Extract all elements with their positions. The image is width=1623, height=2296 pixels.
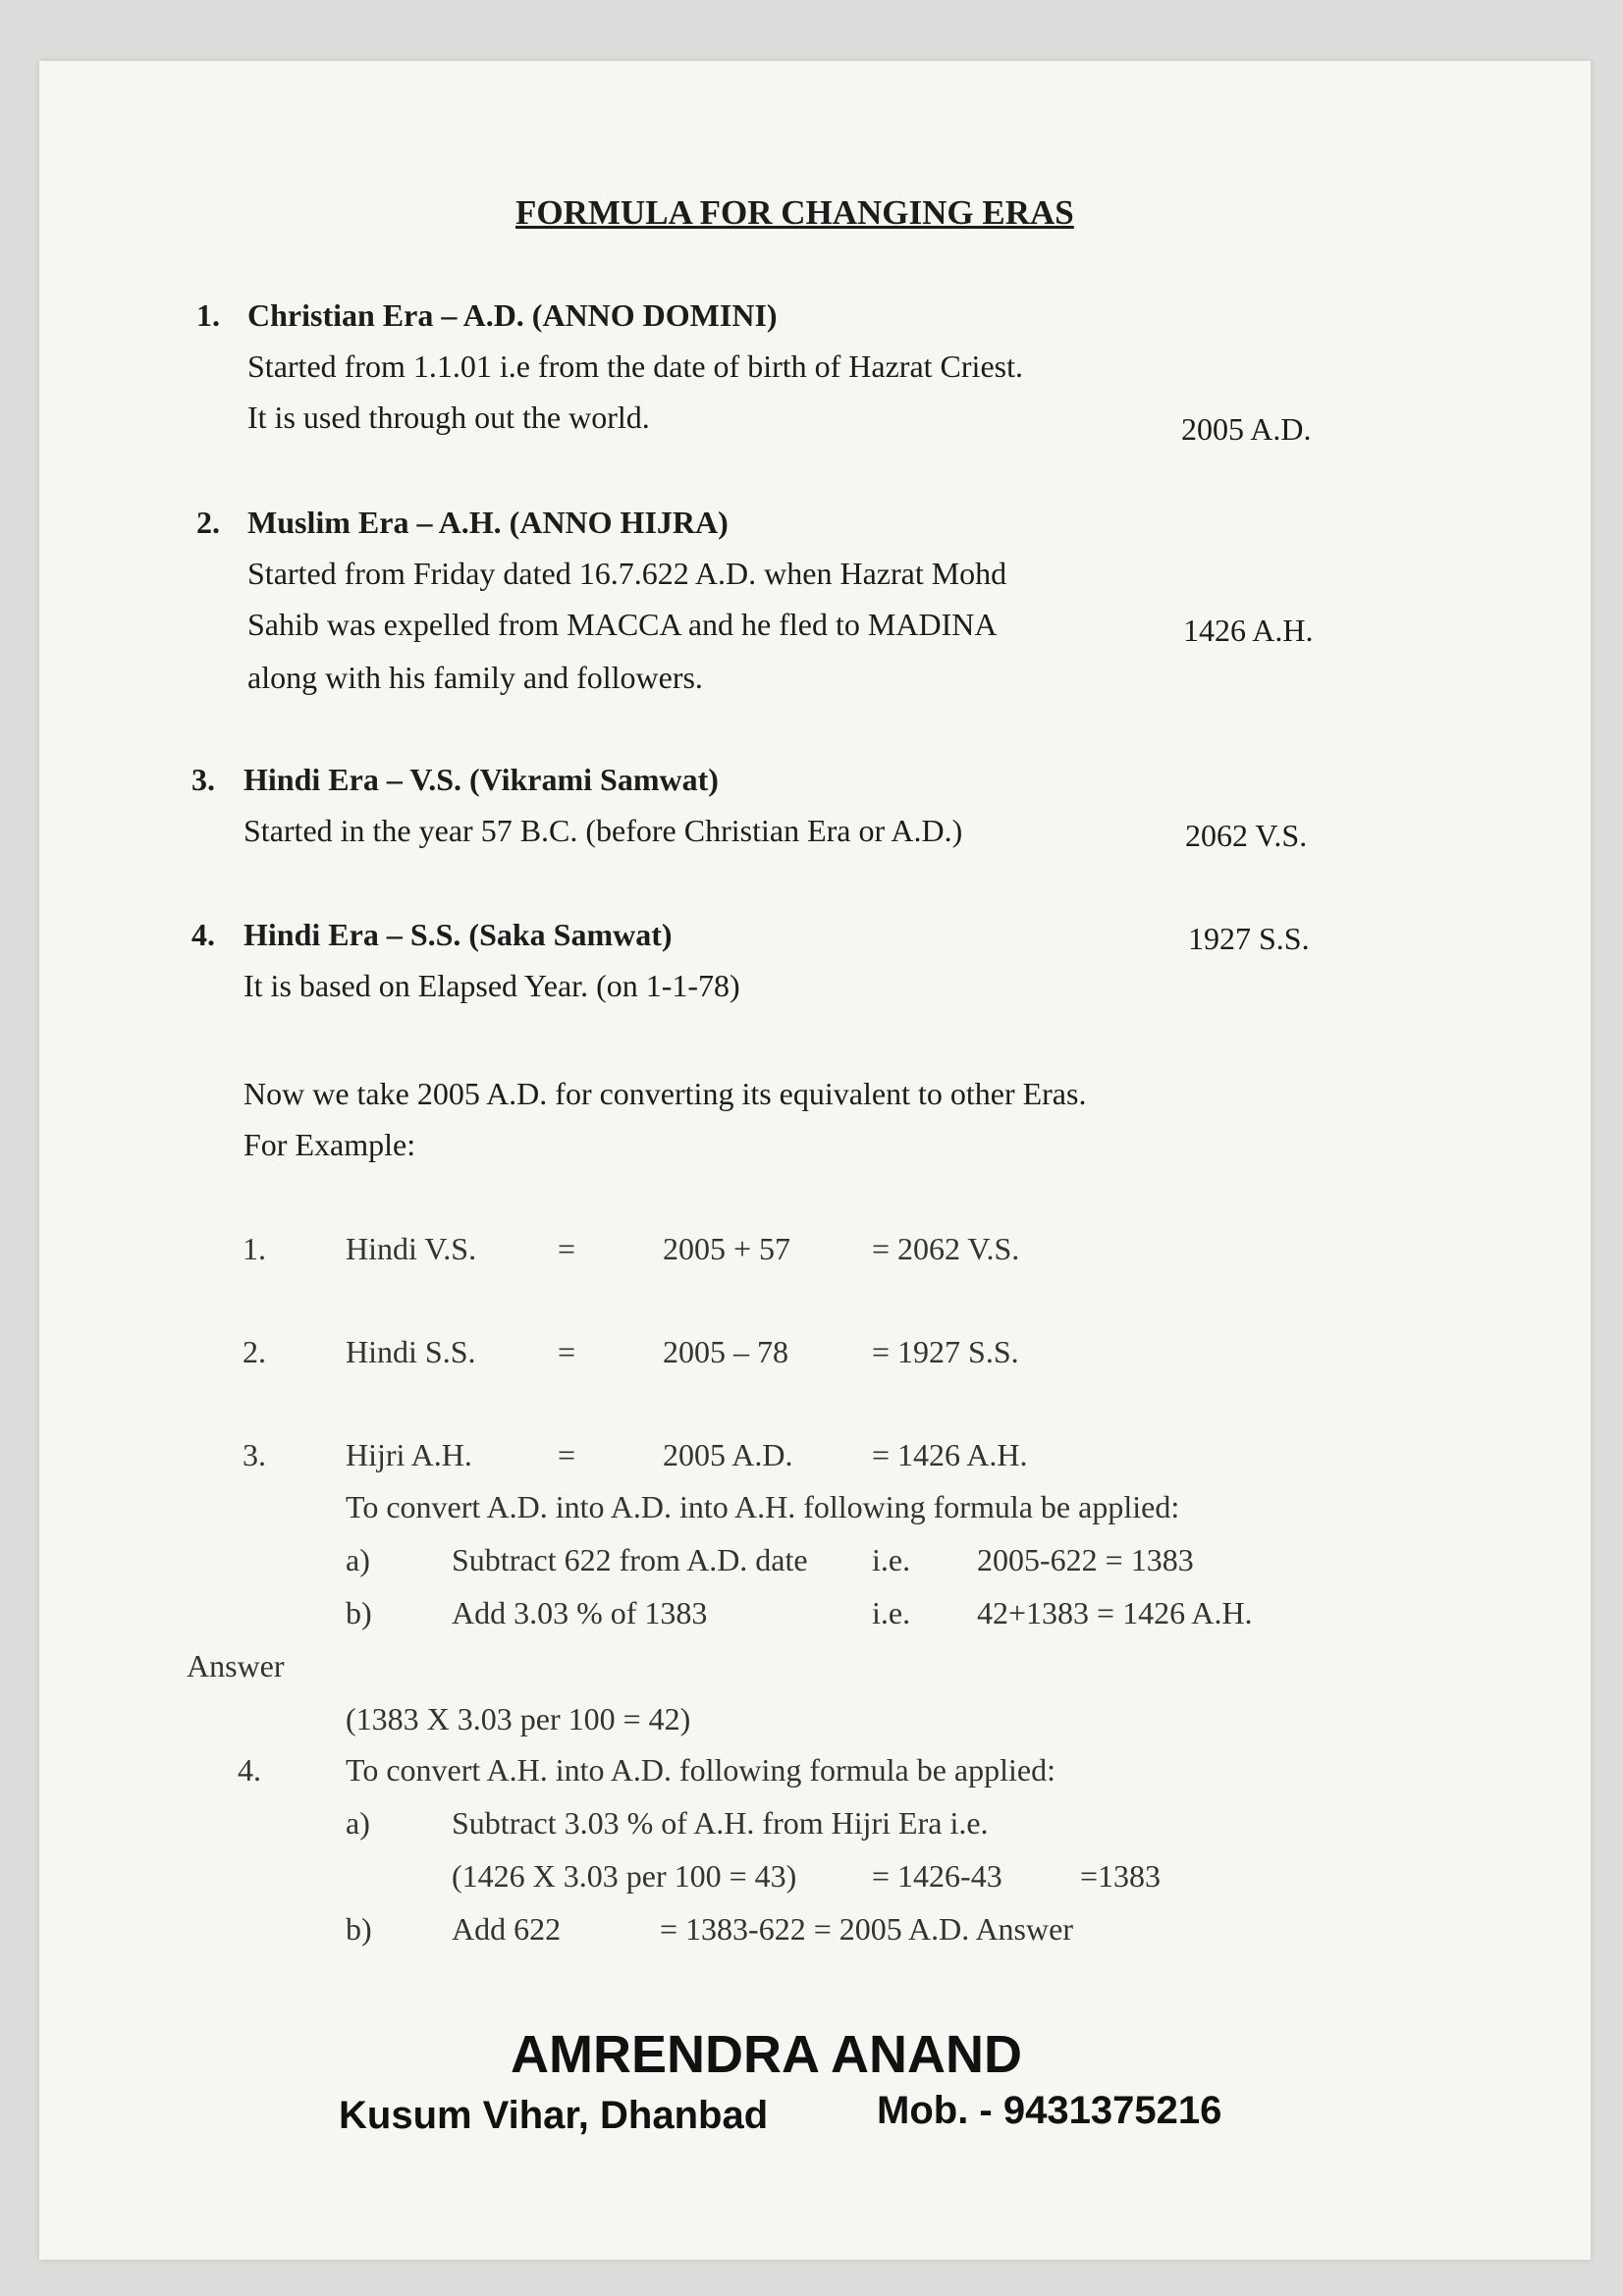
- example-2-equals: =: [558, 1334, 576, 1369]
- era-1-heading: Christian Era – A.D. (ANNO DOMINI): [247, 297, 778, 333]
- answer-label: Answer: [187, 1648, 285, 1683]
- example-2-calc: 2005 – 78: [663, 1334, 788, 1369]
- era-3-number: 3.: [191, 762, 215, 797]
- example-3-result: = 1426 A.H.: [872, 1437, 1028, 1472]
- ah-step-a-text: Subtract 622 from A.D. date: [452, 1542, 808, 1577]
- ah-step-a-label: a): [346, 1542, 370, 1577]
- era-1-value: 2005 A.D.: [1181, 411, 1312, 447]
- example-2-name: Hindi S.S.: [346, 1334, 476, 1369]
- intro-line-2: For Example:: [243, 1127, 416, 1162]
- era-2-line-3: along with his family and followers.: [247, 660, 703, 695]
- ah-step-b-label: b): [346, 1595, 372, 1630]
- example-3-name: Hijri A.H.: [346, 1437, 472, 1472]
- era-3-heading: Hindi Era – V.S. (Vikrami Samwat): [243, 762, 719, 797]
- era-2-line-2: Sahib was expelled from MACCA and he fled to MADINA: [247, 607, 998, 642]
- author-name: AMRENDRA ANAND: [511, 2025, 1022, 2084]
- example-2-result: = 1927 S.S.: [872, 1334, 1019, 1369]
- era-2-line-1: Started from Friday dated 16.7.622 A.D. when Hazrat Mohd: [247, 556, 1007, 591]
- ah-note: (1383 X 3.03 per 100 = 42): [346, 1701, 691, 1736]
- ad-step-b-label: b): [346, 1911, 372, 1947]
- example-1-result: = 2062 V.S.: [872, 1231, 1020, 1266]
- ah-step-a-ie: i.e.: [872, 1542, 911, 1577]
- example-1-equals: =: [558, 1231, 576, 1266]
- ad-instruction: To convert A.H. into A.D. following formula be applied:: [346, 1752, 1055, 1788]
- era-4-value: 1927 S.S.: [1188, 921, 1310, 956]
- author-address: Kusum Vihar, Dhanbad: [339, 2094, 769, 2137]
- example-2-number: 2.: [243, 1334, 266, 1369]
- ad-number: 4.: [238, 1752, 261, 1788]
- era-4-number: 4.: [191, 917, 215, 952]
- page-title: FORMULA FOR CHANGING ERAS: [515, 193, 1074, 232]
- ad-step-a-label: a): [346, 1805, 370, 1841]
- era-1-number: 1.: [196, 297, 220, 333]
- ad-step-b-text: Add 622: [452, 1911, 562, 1947]
- ad-step-a-text: Subtract 3.03 % of A.H. from Hijri Era i.e.: [452, 1805, 989, 1841]
- era-4-line-1: It is based on Elapsed Year. (on 1-1-78): [243, 968, 740, 1003]
- ah-step-b-ie: i.e.: [872, 1595, 911, 1630]
- era-4-heading: Hindi Era – S.S. (Saka Samwat): [243, 917, 673, 952]
- ad-step-a-calc-right: =1383: [1080, 1858, 1162, 1894]
- era-2-number: 2.: [196, 505, 220, 540]
- era-1-line-2: It is used through out the world.: [247, 400, 650, 435]
- example-3-calc: 2005 A.D.: [663, 1437, 793, 1472]
- era-2-value: 1426 A.H.: [1183, 613, 1314, 648]
- ah-instruction: To convert A.D. into A.D. into A.H. following formula be applied:: [346, 1489, 1180, 1524]
- intro-line-1: Now we take 2005 A.D. for converting its equivalent to other Eras.: [243, 1076, 1087, 1111]
- era-3-line-1: Started in the year 57 B.C. (before Christian Era or A.D.): [243, 813, 963, 848]
- example-3-number: 3.: [243, 1437, 266, 1472]
- ad-step-a-calc-left: (1426 X 3.03 per 100 = 43): [452, 1858, 797, 1894]
- author-mobile: Mob. - 9431375216: [877, 2089, 1222, 2132]
- example-1-name: Hindi V.S.: [346, 1231, 477, 1266]
- era-3-value: 2062 V.S.: [1185, 818, 1308, 853]
- ah-step-b-calc: 42+1383 = 1426 A.H.: [977, 1595, 1253, 1630]
- era-2-heading: Muslim Era – A.H. (ANNO HIJRA): [247, 505, 729, 540]
- example-1-calc: 2005 + 57: [663, 1231, 791, 1266]
- example-3-equals: =: [558, 1437, 576, 1472]
- ah-step-b-text: Add 3.03 % of 1383: [452, 1595, 708, 1630]
- era-1-line-1: Started from 1.1.01 i.e from the date of birth of Hazrat Criest.: [247, 348, 1023, 384]
- example-1-number: 1.: [243, 1231, 266, 1266]
- ah-step-a-calc: 2005-622 = 1383: [977, 1542, 1194, 1577]
- ad-step-a-calc-mid: = 1426-43: [872, 1858, 1002, 1894]
- ad-step-b-calc: = 1383-622 = 2005 A.D. Answer: [660, 1911, 1073, 1947]
